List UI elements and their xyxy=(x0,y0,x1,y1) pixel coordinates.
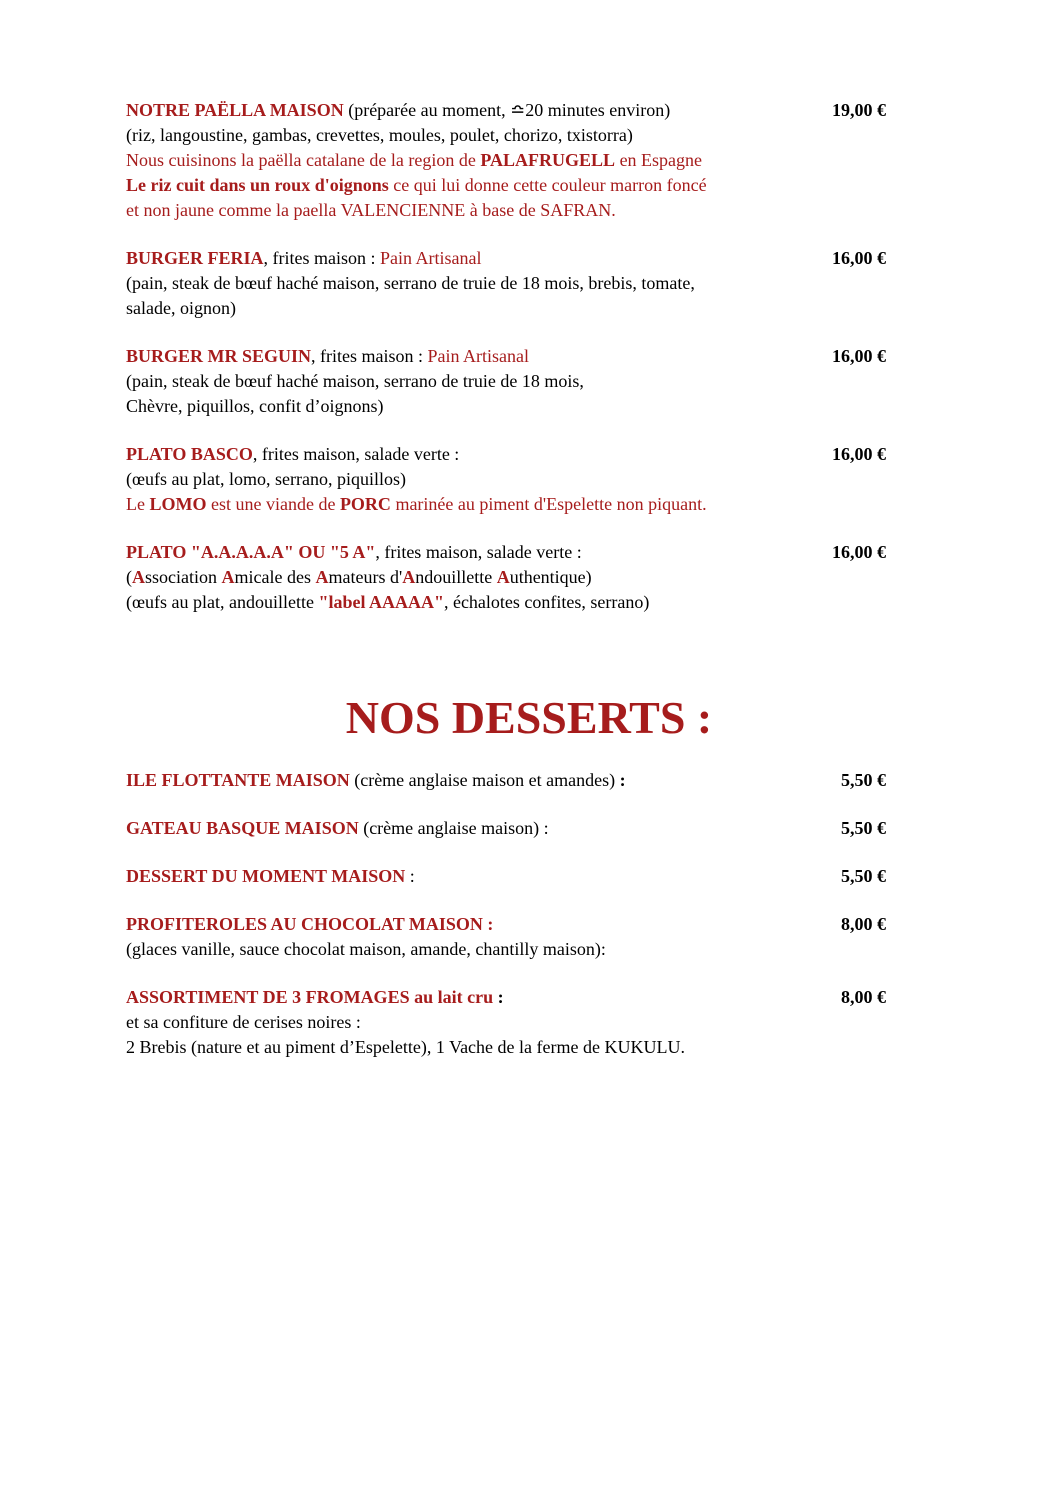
dessert-desc: : xyxy=(405,866,415,886)
dish-plato-basco xyxy=(126,442,886,517)
dessert-title-line xyxy=(126,985,886,1010)
assoc-initial: A xyxy=(402,567,416,587)
dessert-name: PROFITEROLES AU CHOCOLAT MAISON : xyxy=(126,914,494,934)
dish-ingredients: (riz, langoustine, gambas, crevettes, moules, poulet, chorizo, txistorra) xyxy=(126,125,633,145)
dish-name: PLATO "A.A.A.A.A" OU "5 A" xyxy=(126,542,376,562)
dessert-colon: : xyxy=(493,987,504,1007)
dessert-title-line xyxy=(126,768,886,793)
dish-title-suffix: , frites maison : xyxy=(263,248,380,268)
dish-title-line xyxy=(126,344,886,369)
assoc-initial: A xyxy=(315,567,329,587)
dish-burger-mr-seguin xyxy=(126,344,886,419)
dessert-desc: (crème anglaise maison) : xyxy=(358,818,549,838)
desserts-title: NOS DESSERTS : xyxy=(345,692,713,743)
dish-title-suffix: , frites maison, salade verte : xyxy=(252,444,460,464)
note-text: est une viande de xyxy=(206,494,340,514)
dish-price: 16,00 € xyxy=(832,346,886,366)
dessert-name: GATEAU BASQUE MAISON xyxy=(126,818,359,838)
note-highlight: Le riz cuit dans un roux d'oignons xyxy=(126,175,389,195)
assoc-text: ndouillette xyxy=(415,567,497,587)
dessert-title-line xyxy=(126,864,886,889)
dish-note xyxy=(126,492,886,517)
dessert-price: 5,50 € xyxy=(841,866,886,886)
note-highlight: PALAFRUGELL xyxy=(480,150,616,170)
dish-price: 16,00 € xyxy=(832,248,886,268)
dish-price: 16,00 € xyxy=(832,542,886,562)
dish-paella xyxy=(126,98,886,223)
dish-title-line xyxy=(126,98,886,123)
dessert-du-moment xyxy=(126,864,886,889)
dish-association xyxy=(126,565,886,590)
dessert-price: 8,00 € xyxy=(841,987,886,1007)
dessert-ingredients: (glaces vanille, sauce chocolat maison, amande, chantilly maison): xyxy=(126,939,606,959)
dish-name: PLATO BASCO xyxy=(126,444,253,464)
dish-note: et non jaune comme la paella VALENCIENNE à base de SAFRAN. xyxy=(126,200,616,220)
dish-plato-5a xyxy=(126,540,886,615)
dessert-colon: : xyxy=(619,770,626,790)
assoc-text: ssociation xyxy=(145,567,222,587)
assoc-initial: A xyxy=(221,567,235,587)
dish-price: 16,00 € xyxy=(832,444,886,464)
assoc-initial: A xyxy=(132,567,145,587)
dessert-price: 5,50 € xyxy=(841,818,886,838)
assoc-initial: A xyxy=(496,567,510,587)
dessert-ile-flottante xyxy=(126,768,886,793)
dessert-price: 8,00 € xyxy=(841,914,886,934)
dessert-title-line xyxy=(126,912,886,937)
dish-name: BURGER MR SEGUIN xyxy=(126,346,312,366)
dessert-gateau-basque xyxy=(126,816,886,841)
dish-burger-feria xyxy=(126,246,886,321)
dessert-fromages xyxy=(126,985,886,1060)
assoc-text: mateurs d' xyxy=(328,567,403,587)
dish-name: BURGER FERIA xyxy=(126,248,264,268)
note-text: Le xyxy=(126,494,150,514)
dish-ingredients xyxy=(126,590,886,615)
note-highlight: PORC xyxy=(339,494,391,514)
label-highlight: "label AAAAA" xyxy=(318,592,444,612)
dessert-price: 5,50 € xyxy=(841,770,886,790)
dish-ingredients: Chèvre, piquillos, confit d’oignons) xyxy=(126,396,384,416)
dish-note xyxy=(126,148,886,173)
dessert-desc: (crème anglaise maison et amandes) xyxy=(349,770,620,790)
note-text: marinée au piment d'Espelette non piquant. xyxy=(390,494,707,514)
assoc-text: ( xyxy=(126,567,132,587)
dessert-name: DESSERT DU MOMENT MAISON xyxy=(126,866,406,886)
dish-title-suffix: (préparée au moment, ≏20 minutes environ) xyxy=(343,100,671,120)
ingredients-text: (œufs au plat, andouillette xyxy=(126,592,319,612)
dish-title-extra: Pain Artisanal xyxy=(427,346,530,366)
dish-price: 19,00 € xyxy=(832,100,886,120)
dish-title-line xyxy=(126,246,886,271)
main-dishes-section xyxy=(126,98,886,615)
dish-ingredients: salade, oignon) xyxy=(126,298,236,318)
dish-note xyxy=(126,173,886,198)
dish-ingredients: (pain, steak de bœuf haché maison, serrano de truie de 18 mois, brebis, tomate, xyxy=(126,273,695,293)
desserts-section xyxy=(126,768,886,1060)
ingredients-text: , échalotes confites, serrano) xyxy=(443,592,650,612)
assoc-text: micale des xyxy=(234,567,316,587)
dish-ingredients: (pain, steak de bœuf haché maison, serrano de truie de 18 mois, xyxy=(126,371,584,391)
note-text: en Espagne xyxy=(615,150,703,170)
dish-title-line xyxy=(126,540,886,565)
dessert-name: ILE FLOTTANTE MAISON xyxy=(126,770,350,790)
assoc-text: uthentique) xyxy=(509,567,592,587)
dish-ingredients: (œufs au plat, lomo, serrano, piquillos) xyxy=(126,469,406,489)
note-highlight: LOMO xyxy=(149,494,207,514)
note-text: Nous cuisinons la paëlla catalane de la region de xyxy=(126,150,481,170)
dish-title-suffix: , frites maison : xyxy=(311,346,428,366)
dessert-title-line xyxy=(126,816,886,841)
dessert-ingredients: 2 Brebis (nature et au piment d’Espelette), 1 Vache de la ferme de KUKULU. xyxy=(126,1037,685,1057)
dish-title-line xyxy=(126,442,886,467)
dish-title-extra: Pain Artisanal xyxy=(380,248,482,268)
dessert-profiteroles xyxy=(126,912,886,962)
note-text: ce qui lui donne cette couleur marron foncé xyxy=(388,175,707,195)
dish-title-suffix: , frites maison, salade verte : xyxy=(375,542,582,562)
dessert-ingredients: et sa confiture de cerises noires : xyxy=(126,1012,361,1032)
dessert-name: ASSORTIMENT DE 3 FROMAGES au lait cru xyxy=(126,987,494,1007)
dish-name: NOTRE PAËLLA MAISON xyxy=(126,100,344,120)
